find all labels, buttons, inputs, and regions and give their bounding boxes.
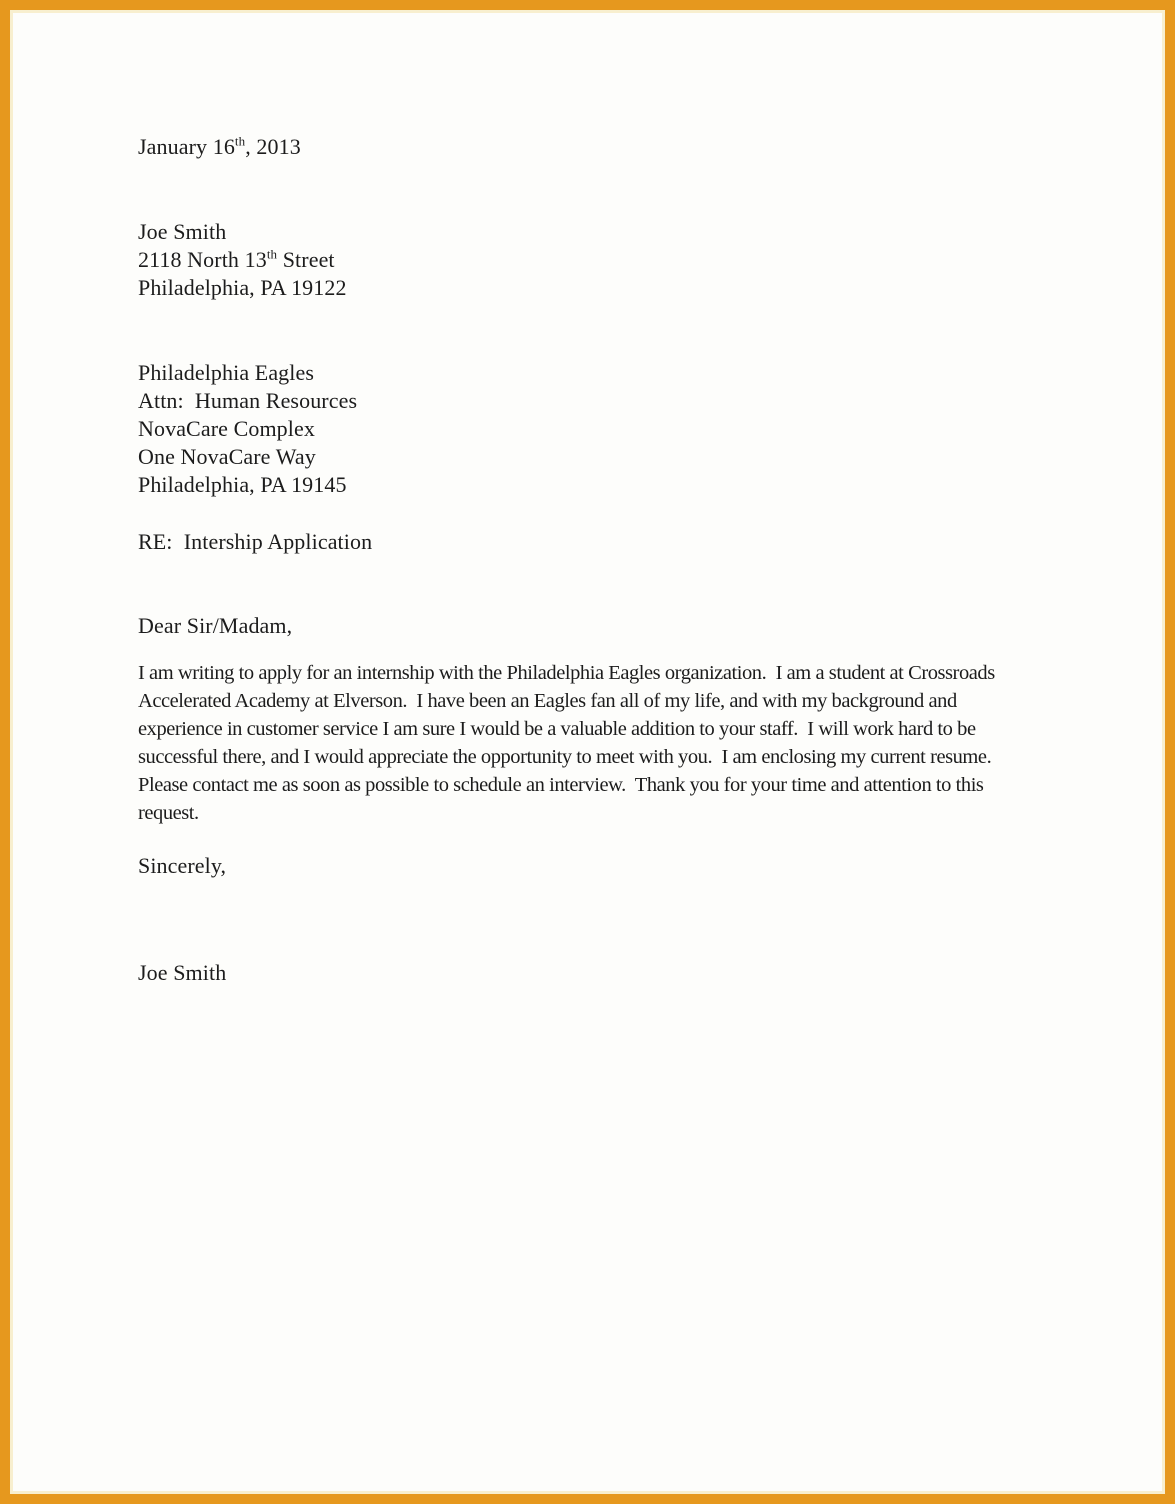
- letter-date: [138, 133, 1034, 161]
- recipient-address-block: [138, 359, 1034, 499]
- letter-body-paragraph: I am writing to apply for an internship with the Philadelphia Eagles organization. I am a student at Crossroads Accelerated Academy at Elverson. I have been an Eagles fan all of my life, and with my background and experience in customer service I am sure I would be a valuable addition to your staff. I will work hard to be successful there, and I would appreciate the opportunity to meet with you. I am enclosing my current resume. Please contact me as soon as possible to schedule an interview. Thank you for your time and attention to this request.: [138, 662, 1001, 824]
- salutation: Dear Sir/Madam,: [138, 613, 293, 638]
- recipient-attn-line: Attn: Human Resources: [138, 388, 358, 413]
- letter-page: [10, 10, 1165, 1494]
- sender-city-line: Philadelphia, PA 19122: [138, 275, 347, 300]
- subject-line: RE: Intership Application: [138, 529, 373, 554]
- closing: Sincerely,: [138, 853, 227, 878]
- sender-street-prefix: 2118 North 13: [138, 247, 267, 272]
- recipient-organization: Philadelphia Eagles: [138, 360, 315, 385]
- date-suffix: , 2013: [245, 134, 301, 159]
- recipient-building: NovaCare Complex: [138, 416, 315, 441]
- sender-address-block: [138, 218, 1034, 302]
- signature-name: Joe Smith: [138, 960, 227, 985]
- date-prefix: January 16: [138, 134, 235, 159]
- sender-street-suffix: Street: [277, 247, 335, 272]
- sender-street-ordinal-superscript: th: [266, 246, 278, 262]
- sender-name: Joe Smith: [138, 219, 227, 244]
- recipient-street: One NovaCare Way: [138, 444, 316, 469]
- recipient-city-line: Philadelphia, PA 19145: [138, 472, 347, 497]
- sender-street: [138, 246, 1034, 274]
- date-ordinal-superscript: th: [234, 133, 246, 149]
